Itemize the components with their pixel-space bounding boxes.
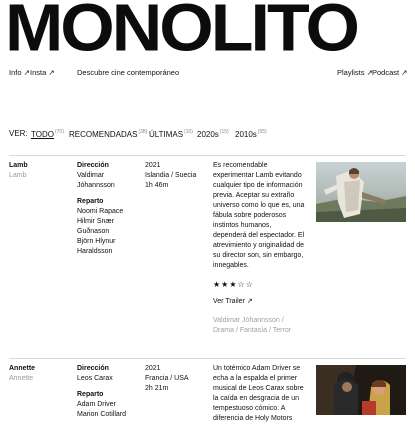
nav-podcast-link[interactable]: Podcast ↗ [372, 68, 408, 77]
cast-label: Reparto [77, 391, 104, 398]
film-country: Islandia / Suecia [145, 172, 197, 179]
site-tagline: Descubre cine contemporáneo [77, 68, 180, 77]
filter-bar [9, 129, 406, 143]
film-duration: 1h 46m [145, 182, 169, 189]
film-poster[interactable] [316, 365, 406, 415]
cast-member: Guðnason [77, 228, 110, 235]
film-description: Es recomendable experimentar Lamb evitando cualquier tipo de información previa. Aceptar su extraño universo como lo que es, una fábula sobre poderosos instintos humanos, dependerá del espectador. El atrevimiento y originalidad de su director son, sin embargo, innegables. [213, 162, 305, 269]
film-original-title: Lamb [9, 172, 27, 179]
film-facts [145, 364, 207, 394]
divider [9, 358, 406, 359]
trailer-link[interactable]: Ver Trailer ↗ [213, 298, 253, 305]
cast-member: Adam Driver [77, 401, 116, 408]
filter-2020s[interactable]: $2020s^{(15)}$ [197, 129, 229, 139]
filter-recomendadas[interactable]: RECOMENDADAS$^{(38)}$ [69, 129, 148, 139]
nav-playlists-link[interactable]: Playlists ↗ [337, 68, 373, 77]
direction-label: Dirección [77, 162, 109, 169]
director-name: Leos Carax [77, 375, 113, 382]
film-year: 2021 [145, 162, 161, 169]
cast-member: Haraldsson [77, 248, 113, 255]
film-duration: 2h 21m [145, 385, 169, 392]
site-logo[interactable]: MONOLITO [5, 0, 357, 65]
cast-member: Hilmir Snær [77, 218, 114, 225]
filter-ultimas[interactable]: ÚLTIMAS$^{(10)}$ [149, 129, 193, 139]
director-name: Jóhannsson [77, 182, 115, 189]
filter-2010s[interactable]: $2010s^{(55)}$ [235, 129, 267, 139]
rating-stars: ★★★☆☆ [213, 280, 254, 289]
film-original-title: Annette [9, 375, 34, 382]
film-review [213, 364, 306, 422]
nav-info-link[interactable]: Info ↗ [9, 68, 30, 77]
film-country: Francia / USA [145, 375, 189, 382]
cast-member: Marion Cotillard [77, 411, 127, 418]
film-year: 2021 [145, 365, 161, 372]
nav-insta-link[interactable]: Insta ↗ [30, 68, 55, 77]
top-navigation [9, 68, 406, 80]
direction-label: Dirección [77, 365, 109, 372]
filter-label: VER: [9, 129, 28, 138]
filter-todo[interactable]: TODO$^{(70)}$ [31, 129, 64, 139]
divider [9, 155, 406, 156]
film-credits [77, 364, 141, 420]
film-title-block [9, 364, 71, 384]
film-facts [145, 161, 207, 191]
cast-label: Reparto [77, 198, 104, 205]
film-title[interactable]: Lamb [9, 162, 28, 169]
cast-member: Noomi Rapace [77, 208, 124, 215]
film-title[interactable]: Annette [9, 365, 36, 372]
director-name: Valdimar [77, 172, 105, 179]
film-poster[interactable] [316, 162, 406, 222]
film-tags: Valdimar Jóhannsson / Drama / Fantasía / Terror [213, 317, 292, 334]
film-credits [77, 161, 141, 257]
film-review [213, 161, 306, 336]
film-title-block [9, 161, 71, 181]
cast-member: Björn Hlynur [77, 238, 116, 245]
film-description: Un totémico Adam Driver se echa a la espalda el primer musical de Leos Carax sobre la caída en desgracia de un tempestuoso cómico. A diferencia de Holy Motors [213, 365, 304, 422]
